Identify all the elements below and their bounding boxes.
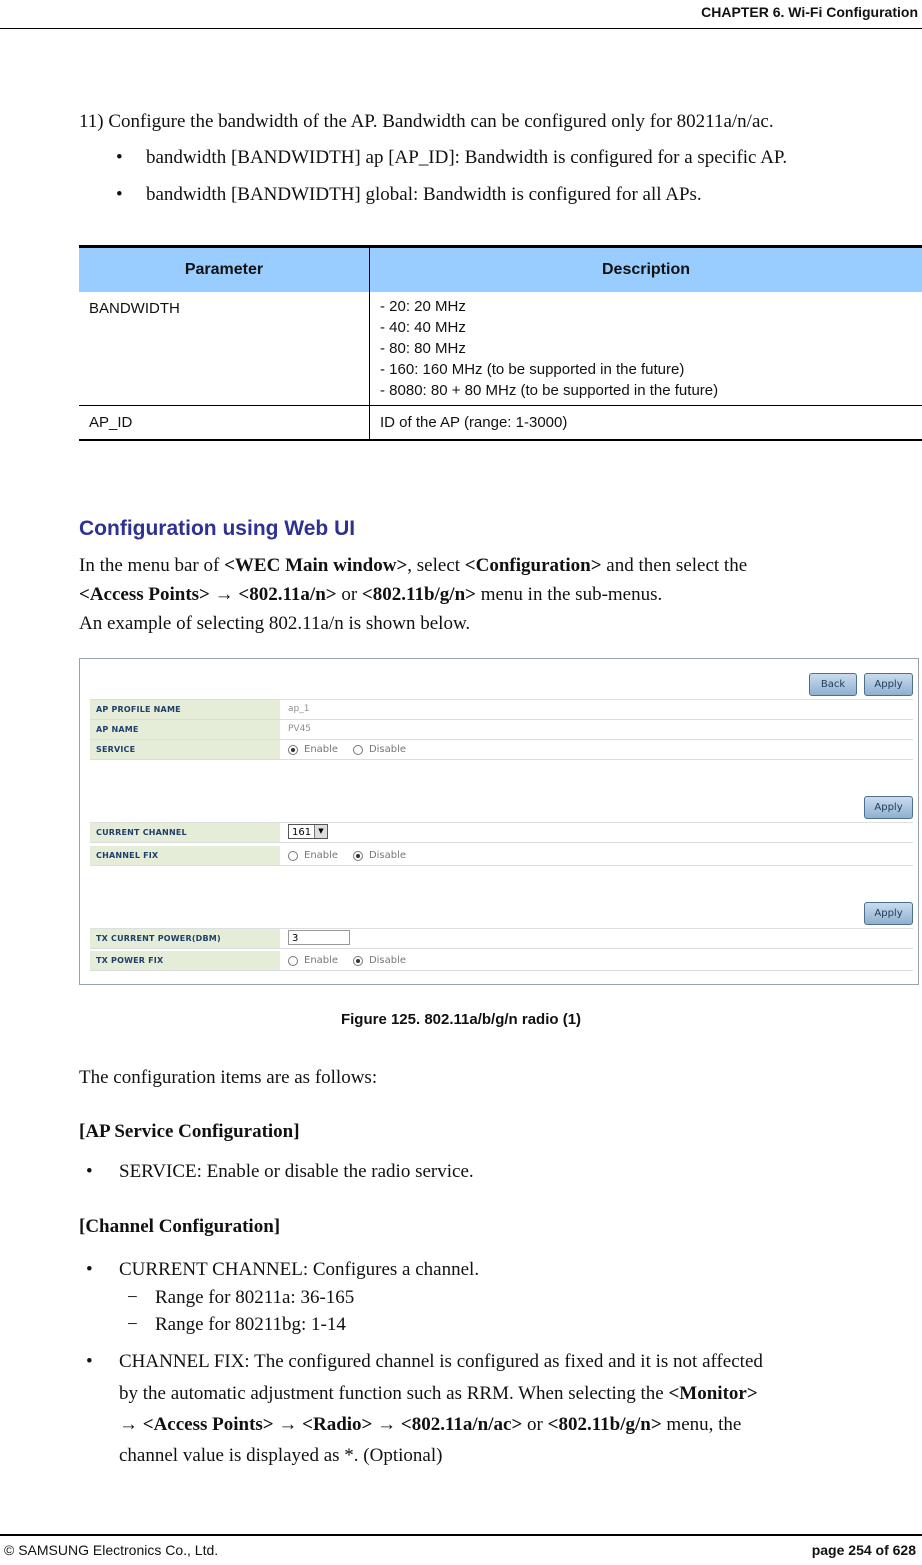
field-label: CURRENT CHANNEL <box>90 823 280 842</box>
chevron-down-icon: ▼ <box>314 825 327 838</box>
menu-ref: <Radio> <box>302 1414 373 1435</box>
service-disable-radio[interactable] <box>353 745 363 755</box>
row-ap-profile-name <box>90 700 913 720</box>
dash-mark: − <box>127 1287 138 1308</box>
row-tx-power-fix <box>90 951 913 971</box>
arrow-icon: → <box>209 584 239 605</box>
channel-select[interactable] <box>288 824 328 839</box>
row-tx-current-power <box>90 929 913 949</box>
field-value: PV45 <box>288 724 312 734</box>
field-label: CHANNEL FIX <box>90 846 280 865</box>
dash-range-bg <box>127 1313 346 1337</box>
tx-power-input[interactable]: 3 <box>288 930 350 945</box>
row-channel-fix <box>90 846 913 866</box>
bullet-dot: • <box>86 1351 93 1372</box>
apply-button[interactable]: Apply <box>864 796 913 819</box>
select-value: 161 <box>292 827 312 838</box>
text: or <box>336 584 362 605</box>
section-line-1 <box>79 554 747 578</box>
desc-line: - 160: 160 MHz (to be supported in the future) <box>380 361 685 378</box>
dash-range-a <box>127 1286 355 1310</box>
tx-fix-disable-radio[interactable] <box>353 956 363 966</box>
radio-label: Enable <box>304 955 339 966</box>
menu-ref: <802.11b/g/n> <box>361 584 476 605</box>
arrow-icon: → <box>273 1414 303 1435</box>
bullet-channel-fix-1 <box>86 1350 763 1374</box>
section-title: Configuration using Web UI <box>79 517 356 540</box>
bullet-channel-fix-4: channel value is displayed as *. (Optional) <box>119 1445 443 1466</box>
radio-label: Disable <box>368 955 407 966</box>
row-service <box>90 740 913 760</box>
menu-ref: <802.11a/n> <box>238 584 337 605</box>
table-header-row <box>79 247 922 293</box>
section-line-2 <box>79 583 662 607</box>
menu-ref: <802.11b/g/n> <box>547 1414 662 1435</box>
header-description: Description <box>370 247 922 293</box>
header-rule <box>0 28 922 29</box>
arrow-icon: → <box>372 1414 401 1435</box>
apply-button[interactable]: Apply <box>864 673 913 696</box>
field-label: AP PROFILE NAME <box>90 700 280 719</box>
text: and then select the <box>601 555 748 576</box>
radio-label: Enable <box>304 744 339 755</box>
dash-text: Range for 80211bg: 1-14 <box>155 1314 346 1335</box>
parameter-table <box>79 245 922 441</box>
menu-ref: <Configuration> <box>464 555 602 576</box>
step-11-text: 11) Configure the bandwidth of the AP. Bandwidth can be configured only for 80211a/n/ac. <box>79 111 774 132</box>
radio-settings-screenshot <box>79 658 919 985</box>
radio-label: Disable <box>368 744 407 755</box>
header-parameter: Parameter <box>79 247 370 293</box>
chapter-header: CHAPTER 6. Wi-Fi Configuration <box>701 4 918 20</box>
bullet-text: CHANNEL FIX: The configured channel is configured as fixed and it is not affected <box>119 1351 763 1372</box>
apply-button[interactable]: Apply <box>864 902 913 925</box>
figure-caption: Figure 125. 802.11a/b/g/n radio (1) <box>340 1011 582 1028</box>
service-enable-radio[interactable] <box>288 745 298 755</box>
menu-ref: <Monitor> <box>668 1383 758 1404</box>
radio-label: Disable <box>368 850 407 861</box>
bullet-current-channel <box>86 1258 480 1282</box>
radio-group <box>288 740 418 759</box>
text: menu, the <box>661 1414 742 1435</box>
text: In the menu bar of <box>79 555 225 576</box>
radio-label: Enable <box>304 850 339 861</box>
back-button[interactable]: Back <box>809 673 857 696</box>
heading-ap-service: [AP Service Configuration] <box>79 1121 300 1142</box>
bullet-text: SERVICE: Enable or disable the radio service. <box>119 1161 474 1182</box>
desc-cell <box>370 292 922 406</box>
table-row <box>79 292 922 406</box>
desc-cell: ID of the AP (range: 1-3000) <box>370 406 922 441</box>
bullet-channel-fix-3 <box>119 1413 741 1437</box>
dash-mark: − <box>127 1314 138 1335</box>
bullet-bandwidth-ap <box>116 146 788 170</box>
menu-ref: <802.11a/n/ac> <box>400 1414 523 1435</box>
bullet-text: bandwidth [BANDWIDTH] global: Bandwidth is configured for all APs. <box>146 184 702 205</box>
radio-group <box>288 951 418 970</box>
section-line-3: An example of selecting 802.11a/n is shown below. <box>79 613 471 634</box>
items-intro: The configuration items are as follows: <box>79 1067 378 1088</box>
channel-fix-disable-radio[interactable] <box>353 851 363 861</box>
param-cell: AP_ID <box>79 406 370 441</box>
desc-line: - 40: 40 MHz <box>380 319 466 336</box>
desc-line: - 80: 80 MHz <box>380 340 466 357</box>
channel-fix-enable-radio[interactable] <box>288 851 298 861</box>
footer-rule <box>0 1534 922 1536</box>
text: or <box>522 1414 548 1435</box>
text: , select <box>407 555 465 576</box>
menu-ref: <WEC Main window> <box>224 555 408 576</box>
field-value: ap_1 <box>288 704 310 714</box>
field-label: TX CURRENT POWER(DBM) <box>90 929 280 948</box>
field-label: AP NAME <box>90 720 280 739</box>
bullet-bandwidth-global <box>116 183 702 207</box>
field-label: SERVICE <box>90 740 280 759</box>
desc-line: - 8080: 80 + 80 MHz (to be supported in the future) <box>380 382 719 399</box>
field-label: TX POWER FIX <box>90 951 280 970</box>
bullet-dot: • <box>86 1161 93 1182</box>
bullet-service <box>86 1160 474 1184</box>
bullet-dot: • <box>116 147 123 168</box>
param-cell: BANDWIDTH <box>79 292 370 406</box>
desc-line: - 20: 20 MHz <box>380 298 466 315</box>
row-ap-name <box>90 720 913 740</box>
bullet-channel-fix-2 <box>119 1382 758 1406</box>
footer-page-number: page 254 of 628 <box>811 1542 916 1558</box>
heading-channel: [Channel Configuration] <box>79 1216 281 1237</box>
menu-ref: <Access Points> <box>142 1414 274 1435</box>
text: by the automatic adjustment function such as RRM. When selecting the <box>119 1383 669 1404</box>
radio-group <box>288 846 418 865</box>
text: menu in the sub-menus. <box>475 584 663 605</box>
table-row <box>79 406 922 441</box>
bullet-text: bandwidth [BANDWIDTH] ap [AP_ID]: Bandwidth is configured for a specific AP. <box>146 147 788 168</box>
bullet-text: CURRENT CHANNEL: Configures a channel. <box>119 1259 480 1280</box>
tx-fix-enable-radio[interactable] <box>288 956 298 966</box>
dash-text: Range for 80211a: 36-165 <box>155 1287 355 1308</box>
bullet-dot: • <box>86 1259 93 1280</box>
footer-copyright: © SAMSUNG Electronics Co., Ltd. <box>4 1542 219 1558</box>
menu-ref: <Access Points> <box>79 584 210 605</box>
arrow-icon: → <box>119 1414 143 1435</box>
row-current-channel <box>90 823 913 843</box>
bullet-dot: • <box>116 184 123 205</box>
